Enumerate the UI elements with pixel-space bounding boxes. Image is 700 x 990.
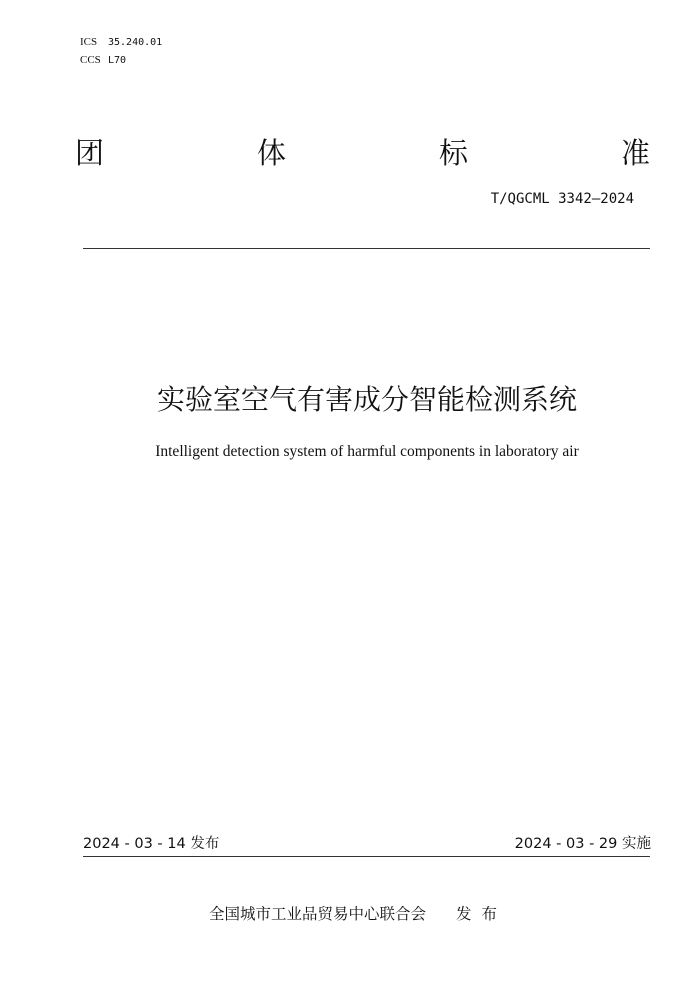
standard-type-heading — [75, 135, 650, 171]
implement-date: 2024 - 03 - 29 — [514, 836, 618, 852]
header-divider — [83, 248, 650, 249]
implement-date-line — [515, 834, 651, 854]
ccs-value: L70 — [108, 55, 127, 66]
publisher-name: 全国城市工业品贸易中心联合会 — [208, 905, 426, 923]
implement-label: 实施 — [622, 836, 651, 852]
ccs-code — [80, 53, 126, 68]
ics-code — [80, 35, 162, 50]
issue-date-line — [83, 834, 219, 854]
issue-label: 发布 — [190, 836, 220, 852]
issue-date: 2024 - 03 - 14 — [83, 836, 186, 852]
standard-type-char-4: 准 — [620, 136, 650, 170]
standard-number: T/QGCML 3342—2024 — [490, 191, 634, 207]
footer-divider — [83, 856, 650, 857]
document-title-english: Intelligent detection system of harmful components in laboratory air — [155, 443, 579, 460]
publisher-line — [0, 903, 700, 925]
standard-type-char-2: 体 — [256, 136, 286, 170]
publisher-action: 发布 — [456, 905, 508, 923]
ics-label: ICS — [80, 36, 98, 48]
standard-type-char-3: 标 — [438, 136, 468, 170]
document-title-chinese: 实验室空气有害成分智能检测系统 — [156, 383, 577, 416]
standard-type-char-1: 团 — [75, 136, 105, 170]
ics-value: 35.240.01 — [108, 37, 163, 48]
ccs-label: CCS — [80, 54, 101, 66]
